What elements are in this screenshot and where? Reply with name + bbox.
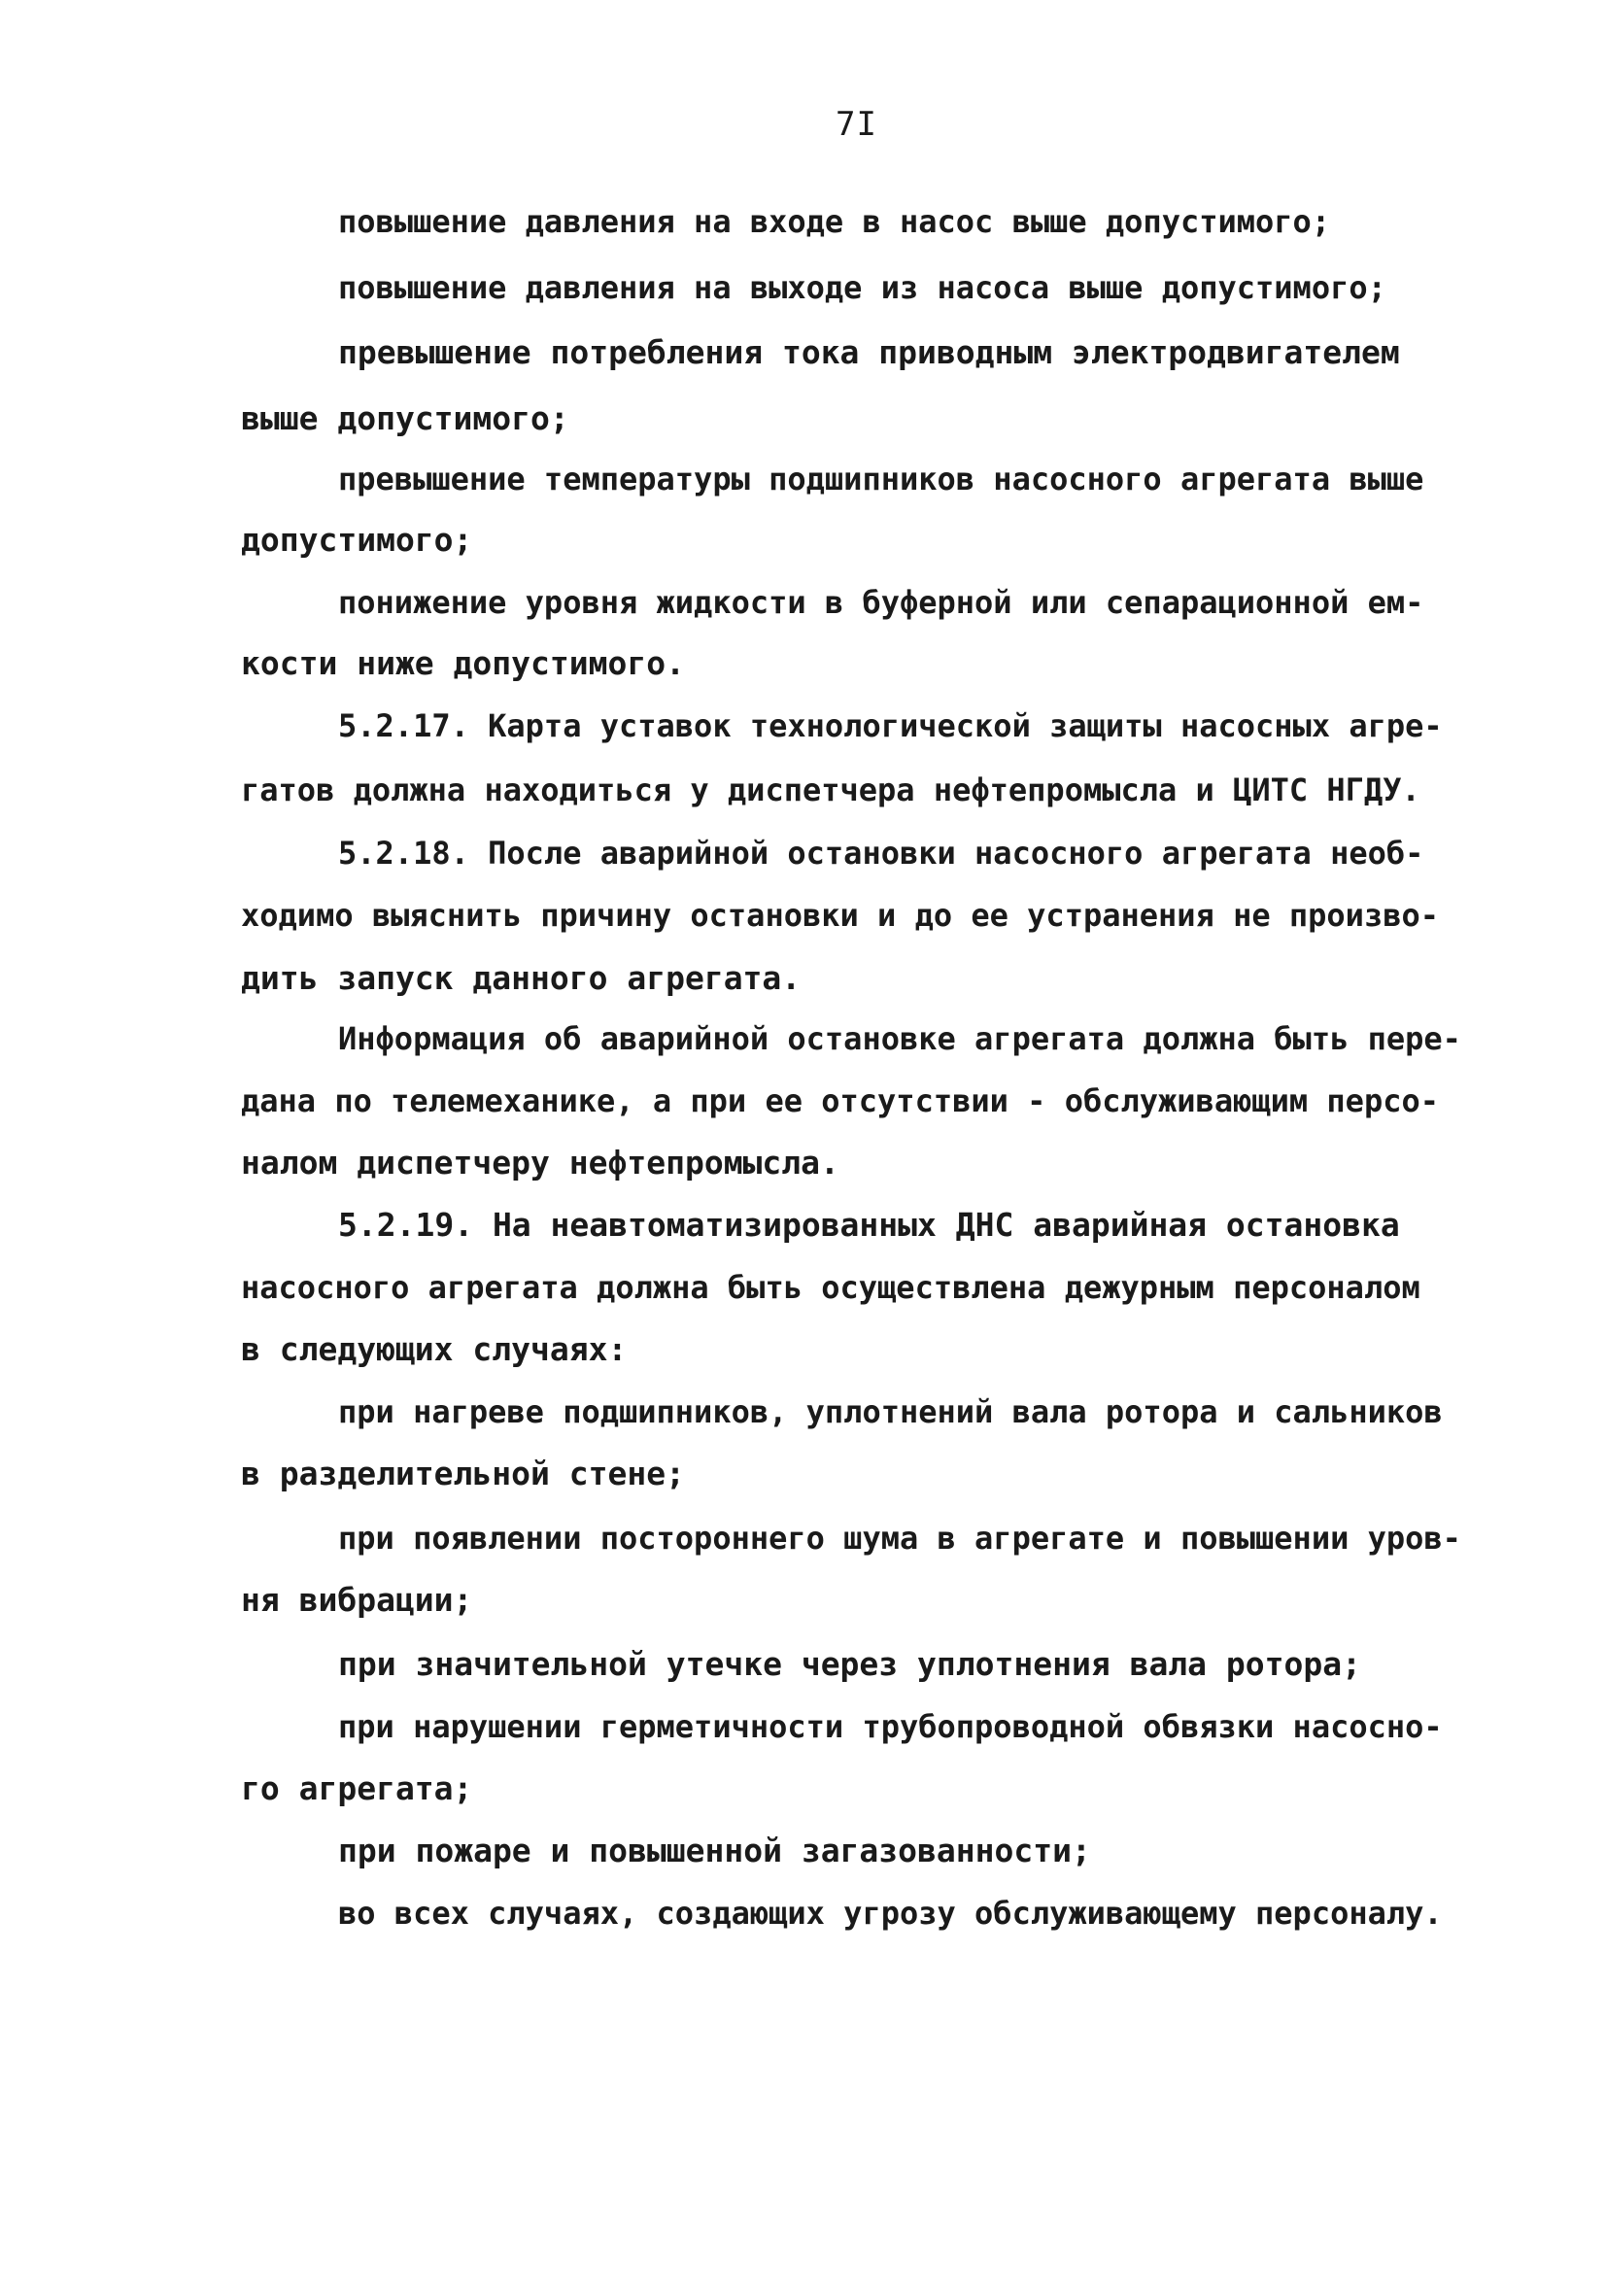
text-line: Информация об аварийной остановке агрегата должна быть пере-	[338, 1020, 1461, 1057]
text-line: при нагреве подшипников, уплотнений вала ротора и сальников	[338, 1393, 1443, 1430]
text-line: дить запуск данного агрегата.	[241, 959, 802, 997]
page-number: 7I	[836, 105, 877, 144]
text-line: выше допустимого;	[241, 399, 569, 437]
text-line: при пожаре и повышенной загазованности;	[338, 1832, 1091, 1869]
text-line: при появлении постороннего шума в агрегате и повышении уров-	[338, 1520, 1461, 1557]
text-line: понижение уровня жидкости в буферной или сепарационной ем-	[338, 584, 1424, 621]
text-line: ня вибрации;	[241, 1581, 473, 1619]
text-line: ходимо выяснить причину остановки и до ее устранения не произво-	[241, 897, 1439, 934]
text-line: при нарушении герметичности трубопроводной обвязки насосно-	[338, 1708, 1443, 1745]
section-5-2-18: 5.2.18. После аварийной остановки насосного агрегата необ-	[338, 835, 1424, 872]
text-line: во всех случаях, создающих угрозу обслуживающему персоналу.	[338, 1895, 1443, 1932]
text-line: в разделительной стене;	[241, 1455, 685, 1492]
text-line: в следующих случаях:	[241, 1330, 628, 1368]
text-line: превышение потребления тока приводным электродвигателем	[338, 333, 1400, 371]
text-line: налом диспетчеру нефтепромысла.	[241, 1144, 839, 1182]
section-5-2-17: 5.2.17. Карта уставок технологической защиты насосных агре-	[338, 707, 1443, 744]
text-line: повышение давления на выходе из насоса выше допустимого;	[338, 269, 1386, 306]
text-line: гатов должна находиться у диспетчера нефтепромысла и ЦИТС НГДУ.	[241, 771, 1420, 808]
text-line: при значительной утечке через уплотнения вала ротора;	[338, 1645, 1361, 1683]
text-line: насосного агрегата должна быть осуществлена дежурным персоналом	[241, 1269, 1420, 1306]
text-line: превышение температуры подшипников насосного агрегата выше	[338, 461, 1424, 497]
text-line: повышение давления на входе в насос выше допустимого;	[338, 203, 1331, 240]
text-line: дана по телемеханике, а при ее отсутствии - обслуживающим персо-	[241, 1082, 1439, 1119]
text-line: го агрегата;	[241, 1769, 473, 1807]
text-line: допустимого;	[241, 521, 473, 559]
section-5-2-19: 5.2.19. На неавтоматизированных ДНС аварийная остановка	[338, 1206, 1400, 1244]
text-line: кости ниже допустимого.	[241, 644, 685, 682]
